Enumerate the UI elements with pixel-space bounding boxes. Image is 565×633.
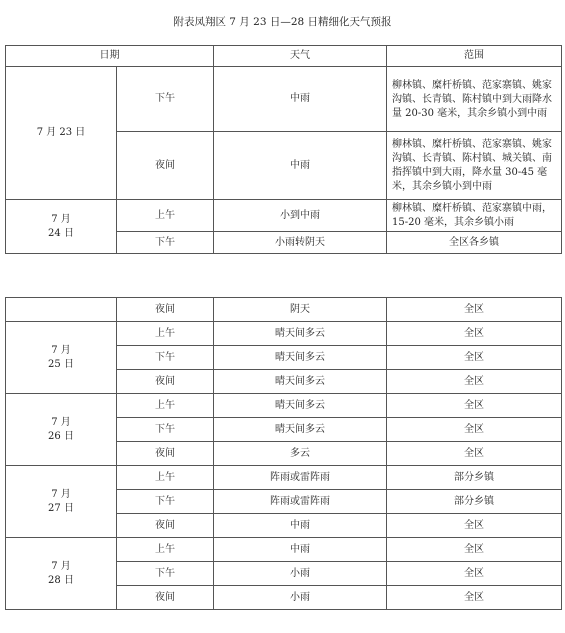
table-row (6, 466, 562, 490)
range-cell: 全区 (387, 322, 562, 346)
period-cell: 上午 (117, 466, 214, 490)
period-cell: 夜间 (117, 298, 214, 322)
date-text: 7 月 23 日 (36, 127, 86, 138)
date-cell (6, 538, 117, 610)
weather-cell: 中雨 (214, 67, 387, 132)
period-cell: 上午 (117, 394, 214, 418)
weather-cell: 晴天间多云 (214, 346, 387, 370)
range-cell: 全区 (387, 514, 562, 538)
date-line-2: 24 日 (48, 227, 74, 239)
period-cell: 上午 (117, 322, 214, 346)
period-cell: 下午 (117, 490, 214, 514)
header-date: 日期 (6, 46, 214, 67)
weather-cell: 中雨 (214, 132, 387, 200)
date-cell (6, 394, 117, 466)
table-row (6, 67, 562, 132)
date-line-1: 7 月 (51, 344, 71, 356)
weather-cell: 小雨转阴天 (214, 232, 387, 254)
weather-cell: 阵雨或雷阵雨 (214, 490, 387, 514)
range-cell: 全区 (387, 346, 562, 370)
header-range: 范围 (387, 46, 562, 67)
range-cell: 柳林镇、糜杆桥镇、范家寨镇、姚家沟镇、长青镇、陈村镇中到大雨降水量 20-30 毫米，其余乡镇小到中雨 (387, 67, 562, 132)
date-line-2: 25 日 (48, 358, 74, 370)
weather-cell: 小雨 (214, 586, 387, 610)
table-header-row (6, 46, 562, 67)
range-cell: 全区 (387, 538, 562, 562)
weather-cell: 阴天 (214, 298, 387, 322)
weather-cell: 中雨 (214, 538, 387, 562)
forecast-table-2-body (6, 322, 562, 610)
period-cell: 下午 (117, 232, 214, 254)
weather-cell: 晴天间多云 (214, 394, 387, 418)
period-cell: 夜间 (117, 514, 214, 538)
weather-cell: 小到中雨 (214, 200, 387, 232)
range-cell: 全区 (387, 394, 562, 418)
date-cell (6, 200, 117, 254)
date-cell (6, 322, 117, 394)
table-row (6, 322, 562, 346)
date-cell (6, 466, 117, 538)
range-cell: 全区 (387, 298, 562, 322)
weather-cell: 阵雨或雷阵雨 (214, 466, 387, 490)
period-cell: 夜间 (117, 132, 214, 200)
period-cell: 下午 (117, 418, 214, 442)
period-cell: 上午 (117, 538, 214, 562)
date-line-1: 7 月 (51, 560, 71, 572)
page-title: 附表凤翔区 7 月 23 日—28 日精细化天气预报 (173, 16, 392, 28)
date-line-2: 26 日 (48, 430, 74, 442)
range-cell: 柳林镇、糜杆桥镇、范家寨镇、姚家沟镇、长青镇、陈村镇、城关镇、南指挥镇中到大雨，降水量 30-45 毫米，其余乡镇小到中雨 (387, 132, 562, 200)
range-cell: 柳林镇、糜杆桥镇、范家寨镇中雨，15-20 毫米，其余乡镇小雨 (387, 200, 562, 232)
forecast-table-1 (5, 45, 562, 254)
period-cell: 上午 (117, 200, 214, 232)
header-weather: 天气 (214, 46, 387, 67)
range-cell: 全区 (387, 562, 562, 586)
table-row (6, 538, 562, 562)
period-cell: 夜间 (117, 586, 214, 610)
table-row (6, 394, 562, 418)
date-line-1: 7 月 (51, 213, 71, 225)
table-row (6, 298, 562, 322)
date-cell (6, 67, 117, 200)
forecast-table-2 (5, 297, 562, 610)
weather-cell: 晴天间多云 (214, 370, 387, 394)
range-cell: 全区 (387, 418, 562, 442)
period-cell: 夜间 (117, 370, 214, 394)
empty-date-cell (6, 298, 117, 322)
date-line-1: 7 月 (51, 416, 71, 428)
date-line-2: 27 日 (48, 502, 74, 514)
period-cell: 下午 (117, 67, 214, 132)
range-cell: 部分乡镇 (387, 490, 562, 514)
weather-cell: 晴天间多云 (214, 418, 387, 442)
date-line-1: 7 月 (51, 488, 71, 500)
table-row (6, 200, 562, 232)
weather-cell: 多云 (214, 442, 387, 466)
period-cell: 下午 (117, 562, 214, 586)
weather-cell: 中雨 (214, 514, 387, 538)
period-cell: 下午 (117, 346, 214, 370)
range-cell: 全区 (387, 370, 562, 394)
range-cell: 部分乡镇 (387, 466, 562, 490)
weather-cell: 晴天间多云 (214, 322, 387, 346)
date-line-2: 28 日 (48, 574, 74, 586)
period-cell: 夜间 (117, 442, 214, 466)
range-cell: 全区各乡镇 (387, 232, 562, 254)
weather-cell: 小雨 (214, 562, 387, 586)
range-cell: 全区 (387, 586, 562, 610)
range-cell: 全区 (387, 442, 562, 466)
